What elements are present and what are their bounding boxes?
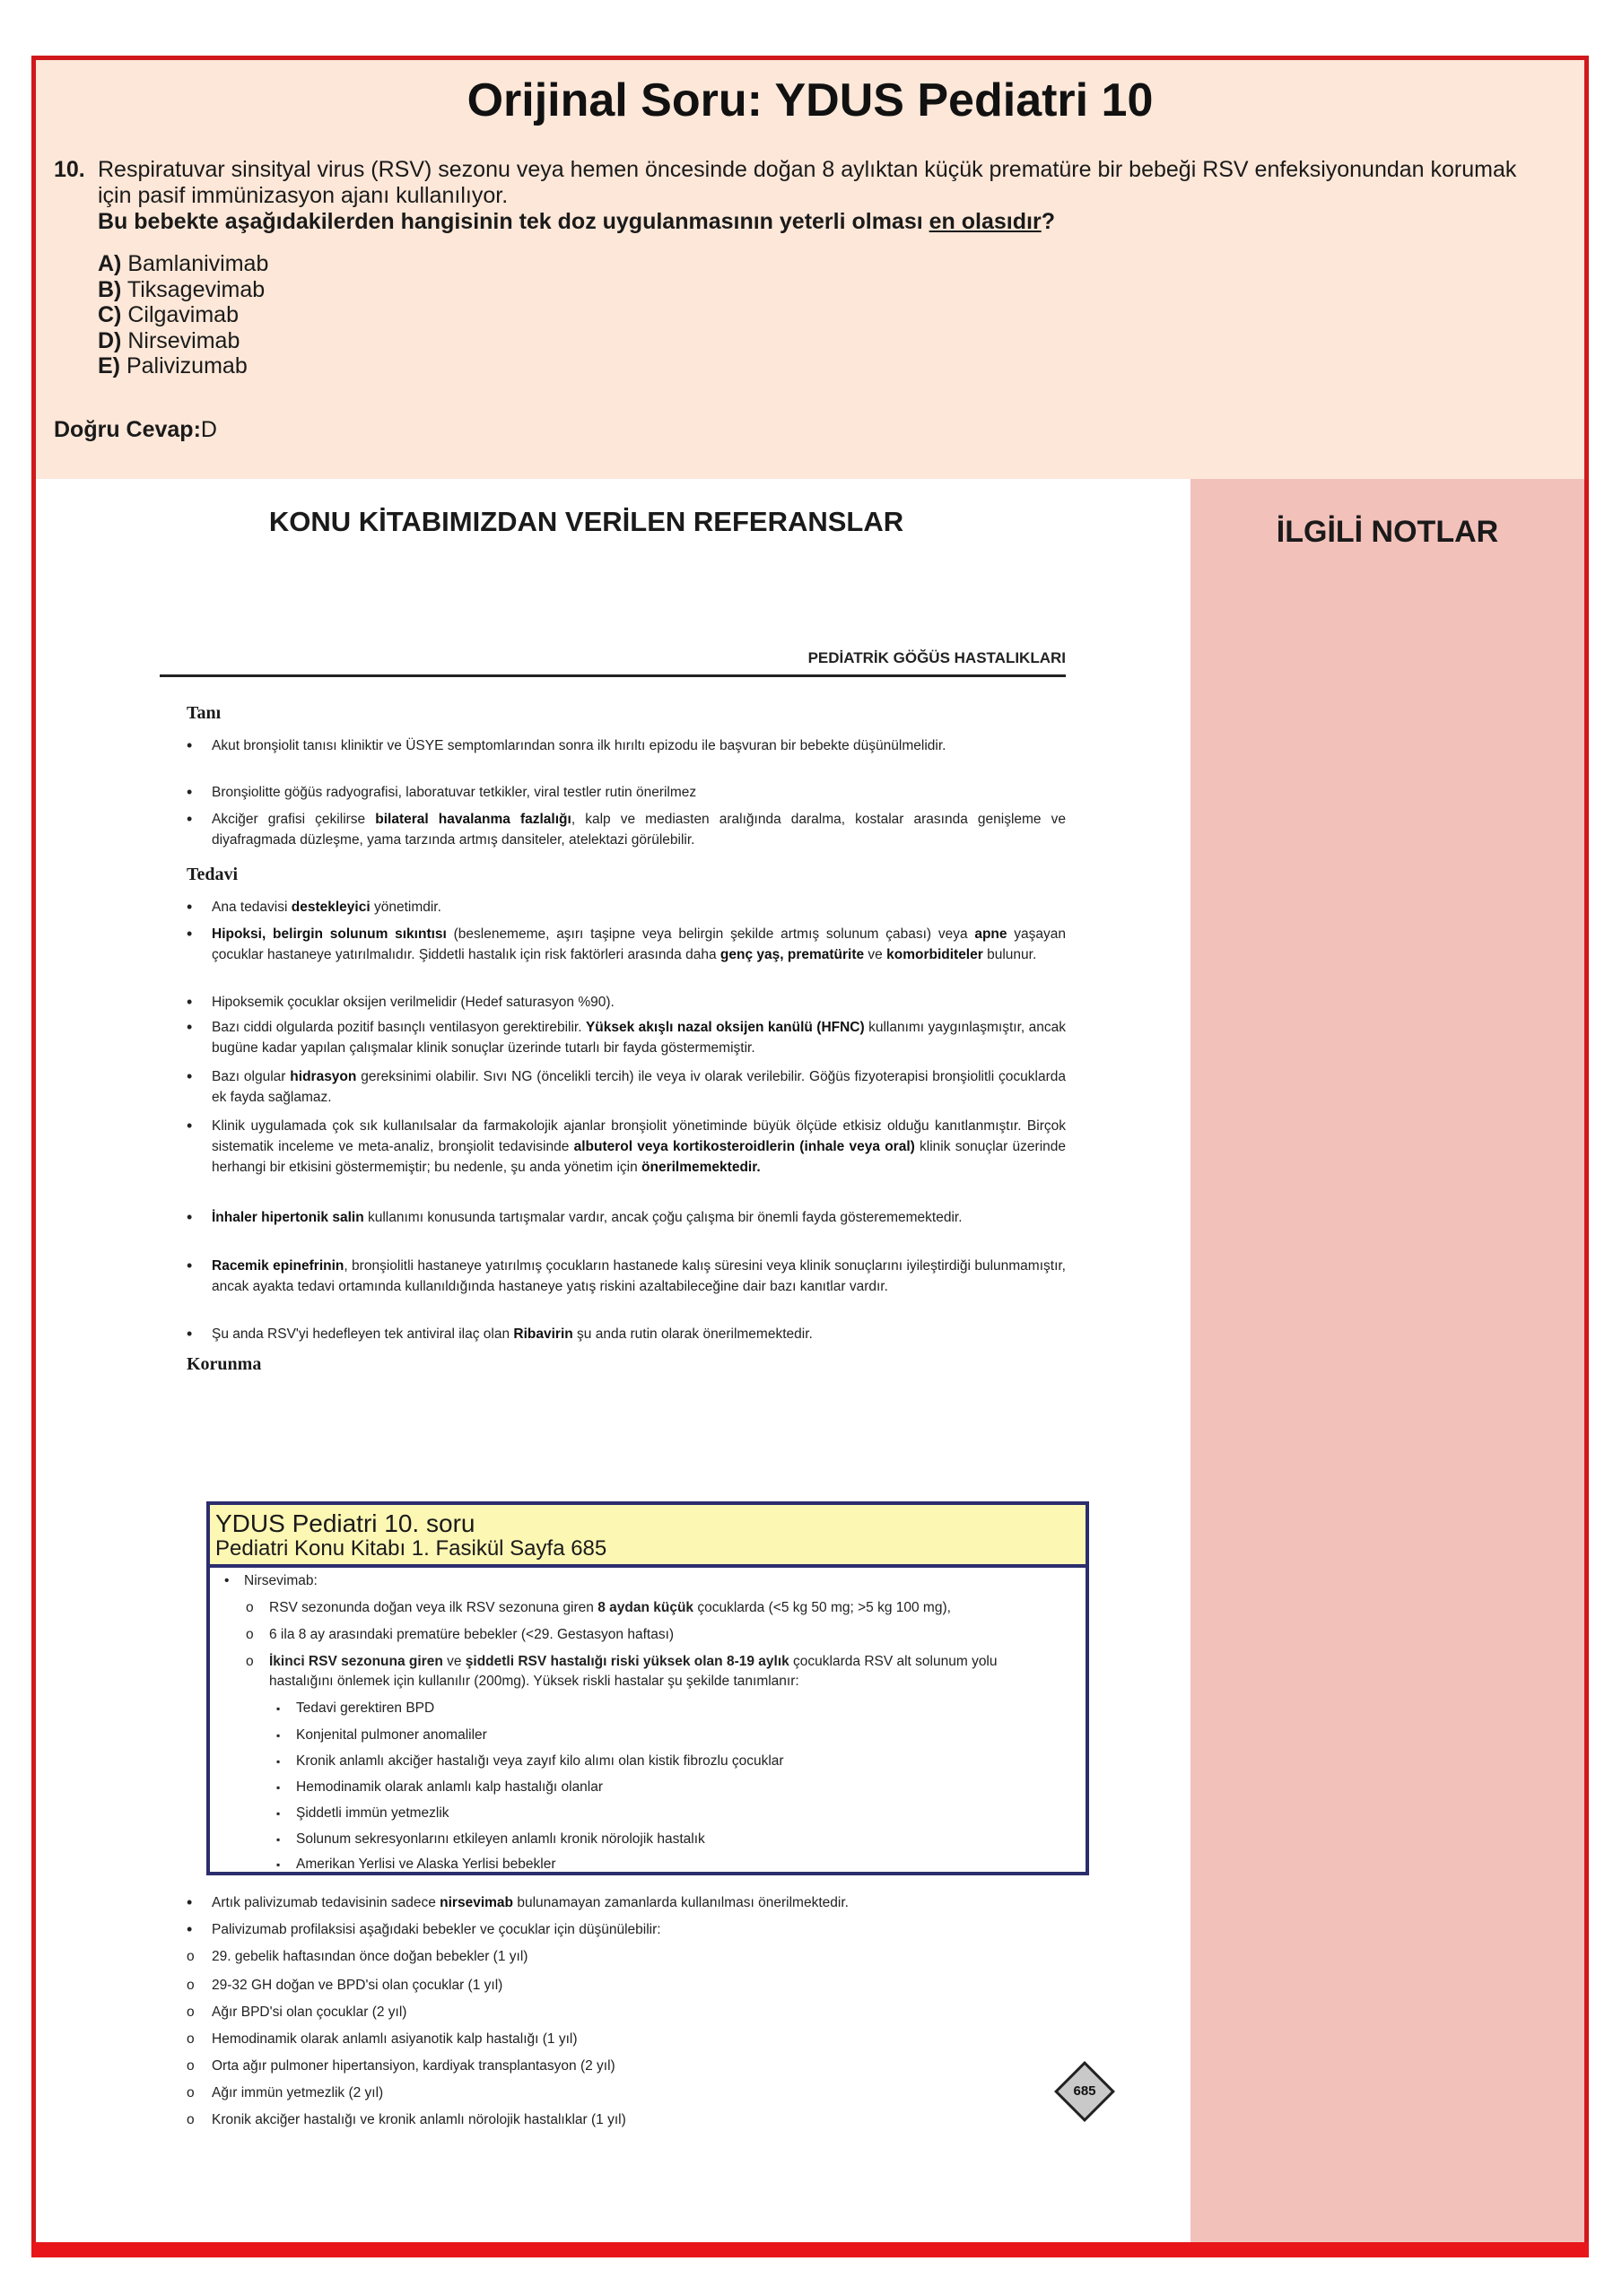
book-page-scan — [160, 649, 1075, 2127]
section-tedavi: Tedavi — [187, 865, 239, 884]
page-title: Orijinal Soru: YDUS Pediatri 10 — [467, 74, 1154, 126]
book-sub-item: o Kronik akciğer hastalığı ve kronik anlamlı nörolojik hastalıklar (1 yıl) — [212, 2109, 1066, 2130]
correct-answer-value: D — [200, 417, 217, 442]
book-bullet: • İnhaler hipertonik salin kullanımı konusunda tartışmalar vardır, ancak çoğu çalışma bir önemli fayda gösterememektedir. — [212, 1207, 1066, 1228]
question-stem: Respiratuvar sinsityal virus (RSV) sezonu veya hemen öncesinde doğan 8 aylıktan küçük prematüre bir bebeği RSV enfeksiyonundan korumak için pasif immünizasyon ajanı kullanılıyor. — [98, 157, 1517, 208]
box-risk-item: ▪ Kronik anlamlı akciğer hastalığı veya zayıf kilo alımı olan kistik fibrozlu çocuklar — [296, 1752, 784, 1771]
box-risk-item: ▪ Tedavi gerektiren BPD — [296, 1699, 434, 1718]
book-bullet: • Bazı ciddi olgularda pozitif basınçlı ventilasyon gerektirebilir. Yüksek akışlı nazal oksijen kanülü (HFNC) kullanımı yaygınlaşmıştır, ancak bugüne kadar yapılan çalışmalar klinik sonuçlar üzerinde tutarlı bir fayda göstermemiştir. — [212, 1017, 1066, 1058]
page-frame — [31, 56, 1589, 2255]
bottom-bar — [31, 2242, 1589, 2257]
book-bullet: • Şu anda RSV'yi hedefleyen tek antiviral ilaç olan Ribavirin şu anda rutin olarak önerilmemektedir. — [212, 1324, 1066, 1344]
book-bullet: • Bronşiolitte göğüs radyografisi, laboratuvar tetkikler, viral testler rutin önerilmez — [212, 782, 1066, 803]
reference-highlight-box — [206, 1501, 1089, 1875]
reference-box-header — [210, 1505, 1086, 1568]
box-risk-item: ▪ Amerikan Yerlisi ve Alaska Yerlisi bebekler — [296, 1855, 556, 1874]
correct-answer-label: Doğru Cevap: — [54, 417, 201, 442]
box-bullet: • Nirsevimab: — [244, 1571, 318, 1591]
question-prompt-emphasis: en olasıdır — [929, 209, 1042, 234]
option-a[interactable] — [98, 251, 268, 277]
box-sub-item: o RSV sezonunda doğan veya ilk RSV sezonuna giren 8 aydan küçük çocuklarda (<5 kg 50 mg; >5 kg 100 mg), — [269, 1598, 1059, 1618]
header-rule — [160, 674, 1066, 677]
book-bullet: • Akut bronşiolit tanısı kliniktir ve ÜSYE semptomlarından sonra ilk hırıltı epizodu ile başvuran bir bebekte düşünülmelidir. — [212, 735, 1066, 756]
book-bullet: • Klinik uygulamada çok sık kullanılsalar da farmakolojik ajanlar bronşiolit yönetiminde büyük ölçüde etkisiz olduğu kanıtlanmıştır. Birçok sistematik inceleme ve meta-analiz, bronşiolit tedavisinde albuterol veya kortikosteroidlerin (inhale veya oral) klinik sonuçlar üzerinde herhangi bir etkisini göstermemiştir; bu nedenle, şu anda yönetim için önerilmemektedir. — [212, 1116, 1066, 1178]
book-bullet: • Hipoksi, belirgin solunum sıkıntısı (beslenememe, aşırı taşipne veya belirgin şekilde artmış solunum çabası) veya apne yaşayan çocuklar hastaneye yatırılmalıdır. Şiddetli hastalık için risk faktörleri arasında daha genç yaş, prematürite ve komorbiditeler bulunur. — [212, 924, 1066, 965]
option-e[interactable] — [98, 353, 268, 379]
option-text: Cilgavimab — [121, 302, 239, 327]
notes-panel — [1190, 479, 1584, 2242]
option-text: Bamlanivimab — [121, 251, 269, 276]
option-d[interactable] — [98, 328, 268, 354]
option-letter: E) — [98, 353, 120, 378]
references-area — [36, 479, 1190, 2242]
option-text: Tiksagevimab — [121, 276, 266, 302]
option-letter: C) — [98, 302, 122, 327]
option-letter: A) — [98, 251, 122, 276]
option-letter: D) — [98, 327, 122, 353]
box-sub-item: o İkinci RSV sezonuna giren ve şiddetli RSV hastalığı riski yüksek olan 8-19 aylık çocuklarda RSV alt solunum yolu hastalığını önlemek için kullanılır (200mg). Yüksek riskli hastalar şu şekilde tanımlanır: — [269, 1652, 1059, 1692]
book-section-header: PEDİATRİK GÖĞÜS HASTALIKLARI — [807, 649, 1066, 666]
book-sub-item: o 29-32 GH doğan ve BPD'si olan çocuklar (1 yıl) — [212, 1975, 1066, 1996]
question-panel — [36, 60, 1584, 479]
box-risk-item: ▪ Şiddetli immün yetmezlik — [296, 1804, 449, 1823]
option-text: Palivizumab — [120, 353, 248, 378]
book-bullet: • Bazı olgular hidrasyon gereksinimi olabilir. Sıvı NG (öncelikli tercih) ile veya iv olarak verilebilir. Göğüs fizyoterapisi bronşiolitli çocuklarda ek fayda sağlamaz. — [212, 1066, 1066, 1108]
book-sub-item: o Orta ağır pulmoner hipertansiyon, kardiyak transplantasyon (2 yıl) — [212, 2056, 1066, 2076]
box-risk-item: ▪ Solunum sekresyonlarını etkileyen anlamlı kronik nörolojik hastalık — [296, 1830, 705, 1849]
book-bullet: • Palivizumab profilaksisi aşağıdaki bebekler ve çocuklar için düşünülebilir: — [212, 1919, 1066, 1940]
answer-options — [98, 251, 268, 379]
box-sub-item: o 6 ila 8 ay arasındaki prematüre bebekler (<29. Gestasyon haftası) — [269, 1625, 1059, 1645]
reference-source: Pediatri Konu Kitabı 1. Fasikül Sayfa 685 — [215, 1536, 607, 1561]
book-bullet: • Hipoksemik çocuklar oksijen verilmelidir (Hedef saturasyon %90). — [212, 992, 1066, 1013]
option-letter: B) — [98, 276, 122, 302]
page-number: 685 — [1073, 2083, 1096, 2099]
book-bullet: • Akciğer grafisi çekilirse bilateral havalanma fazlalığı, kalp ve mediasten aralığında daralma, kostalar arasında genişleme ve diyafragmada düzleşme, yama tarzında artmış dansiteler, atelektazi görülebilir. — [212, 809, 1066, 850]
box-risk-item: ▪ Konjenital pulmoner anomaliler — [296, 1726, 487, 1745]
book-sub-item: o 29. gebelik haftasından önce doğan bebekler (1 yıl) — [212, 1946, 1066, 1967]
book-bullet: • Artık palivizumab tedavisinin sadece nirsevimab bulunamayan zamanlarda kullanılması önerilmektedir. — [212, 1892, 1066, 1913]
section-tani: Tanı — [187, 703, 222, 723]
book-sub-item: o Ağır immün yetmezlik (2 yıl) — [212, 2083, 1066, 2103]
book-sub-item: o Ağır BPD'si olan çocuklar (2 yıl) — [212, 2002, 1066, 2022]
book-bullet: • Ana tedavisi destekleyici yönetimdir. — [212, 897, 1066, 918]
question-prompt-text: Bu bebekte aşağıdakilerden hangisinin tek doz uygulanmasının yeterli olması — [98, 209, 929, 234]
box-risk-item: ▪ Hemodinamik olarak anlamlı kalp hastalığı olanlar — [296, 1778, 603, 1797]
section-korunma: Korunma — [187, 1354, 262, 1374]
question-prompt-end: ? — [1041, 209, 1055, 234]
references-heading: KONU KİTABIMIZDAN VERİLEN REFERANSLAR — [268, 506, 904, 537]
correct-answer — [54, 417, 217, 443]
reference-title: YDUS Pediatri 10. soru — [215, 1509, 475, 1537]
question-number: 10. — [54, 157, 85, 182]
question-prompt — [98, 209, 1533, 235]
notes-heading: İLGİLİ NOTLAR — [1276, 515, 1499, 549]
option-c[interactable] — [98, 302, 268, 328]
option-b[interactable] — [98, 277, 268, 303]
book-bullet: • Racemik epinefrinin, bronşiolitli hastaneye yatırılmış çocukların hastanede kalış süresini veya klinik sonuçlarını iyileştirdiği bulunmamıştır, ancak ayakta tedavi ortamında kullanıldığında hastaneye yatış riskini azaltabileceğine dair bazı kanıtlar vardır. — [212, 1256, 1066, 1297]
book-sub-item: o Hemodinamik olarak anlamlı asiyanotik kalp hastalığı (1 yıl) — [212, 2029, 1066, 2049]
option-text: Nirsevimab — [121, 327, 240, 353]
